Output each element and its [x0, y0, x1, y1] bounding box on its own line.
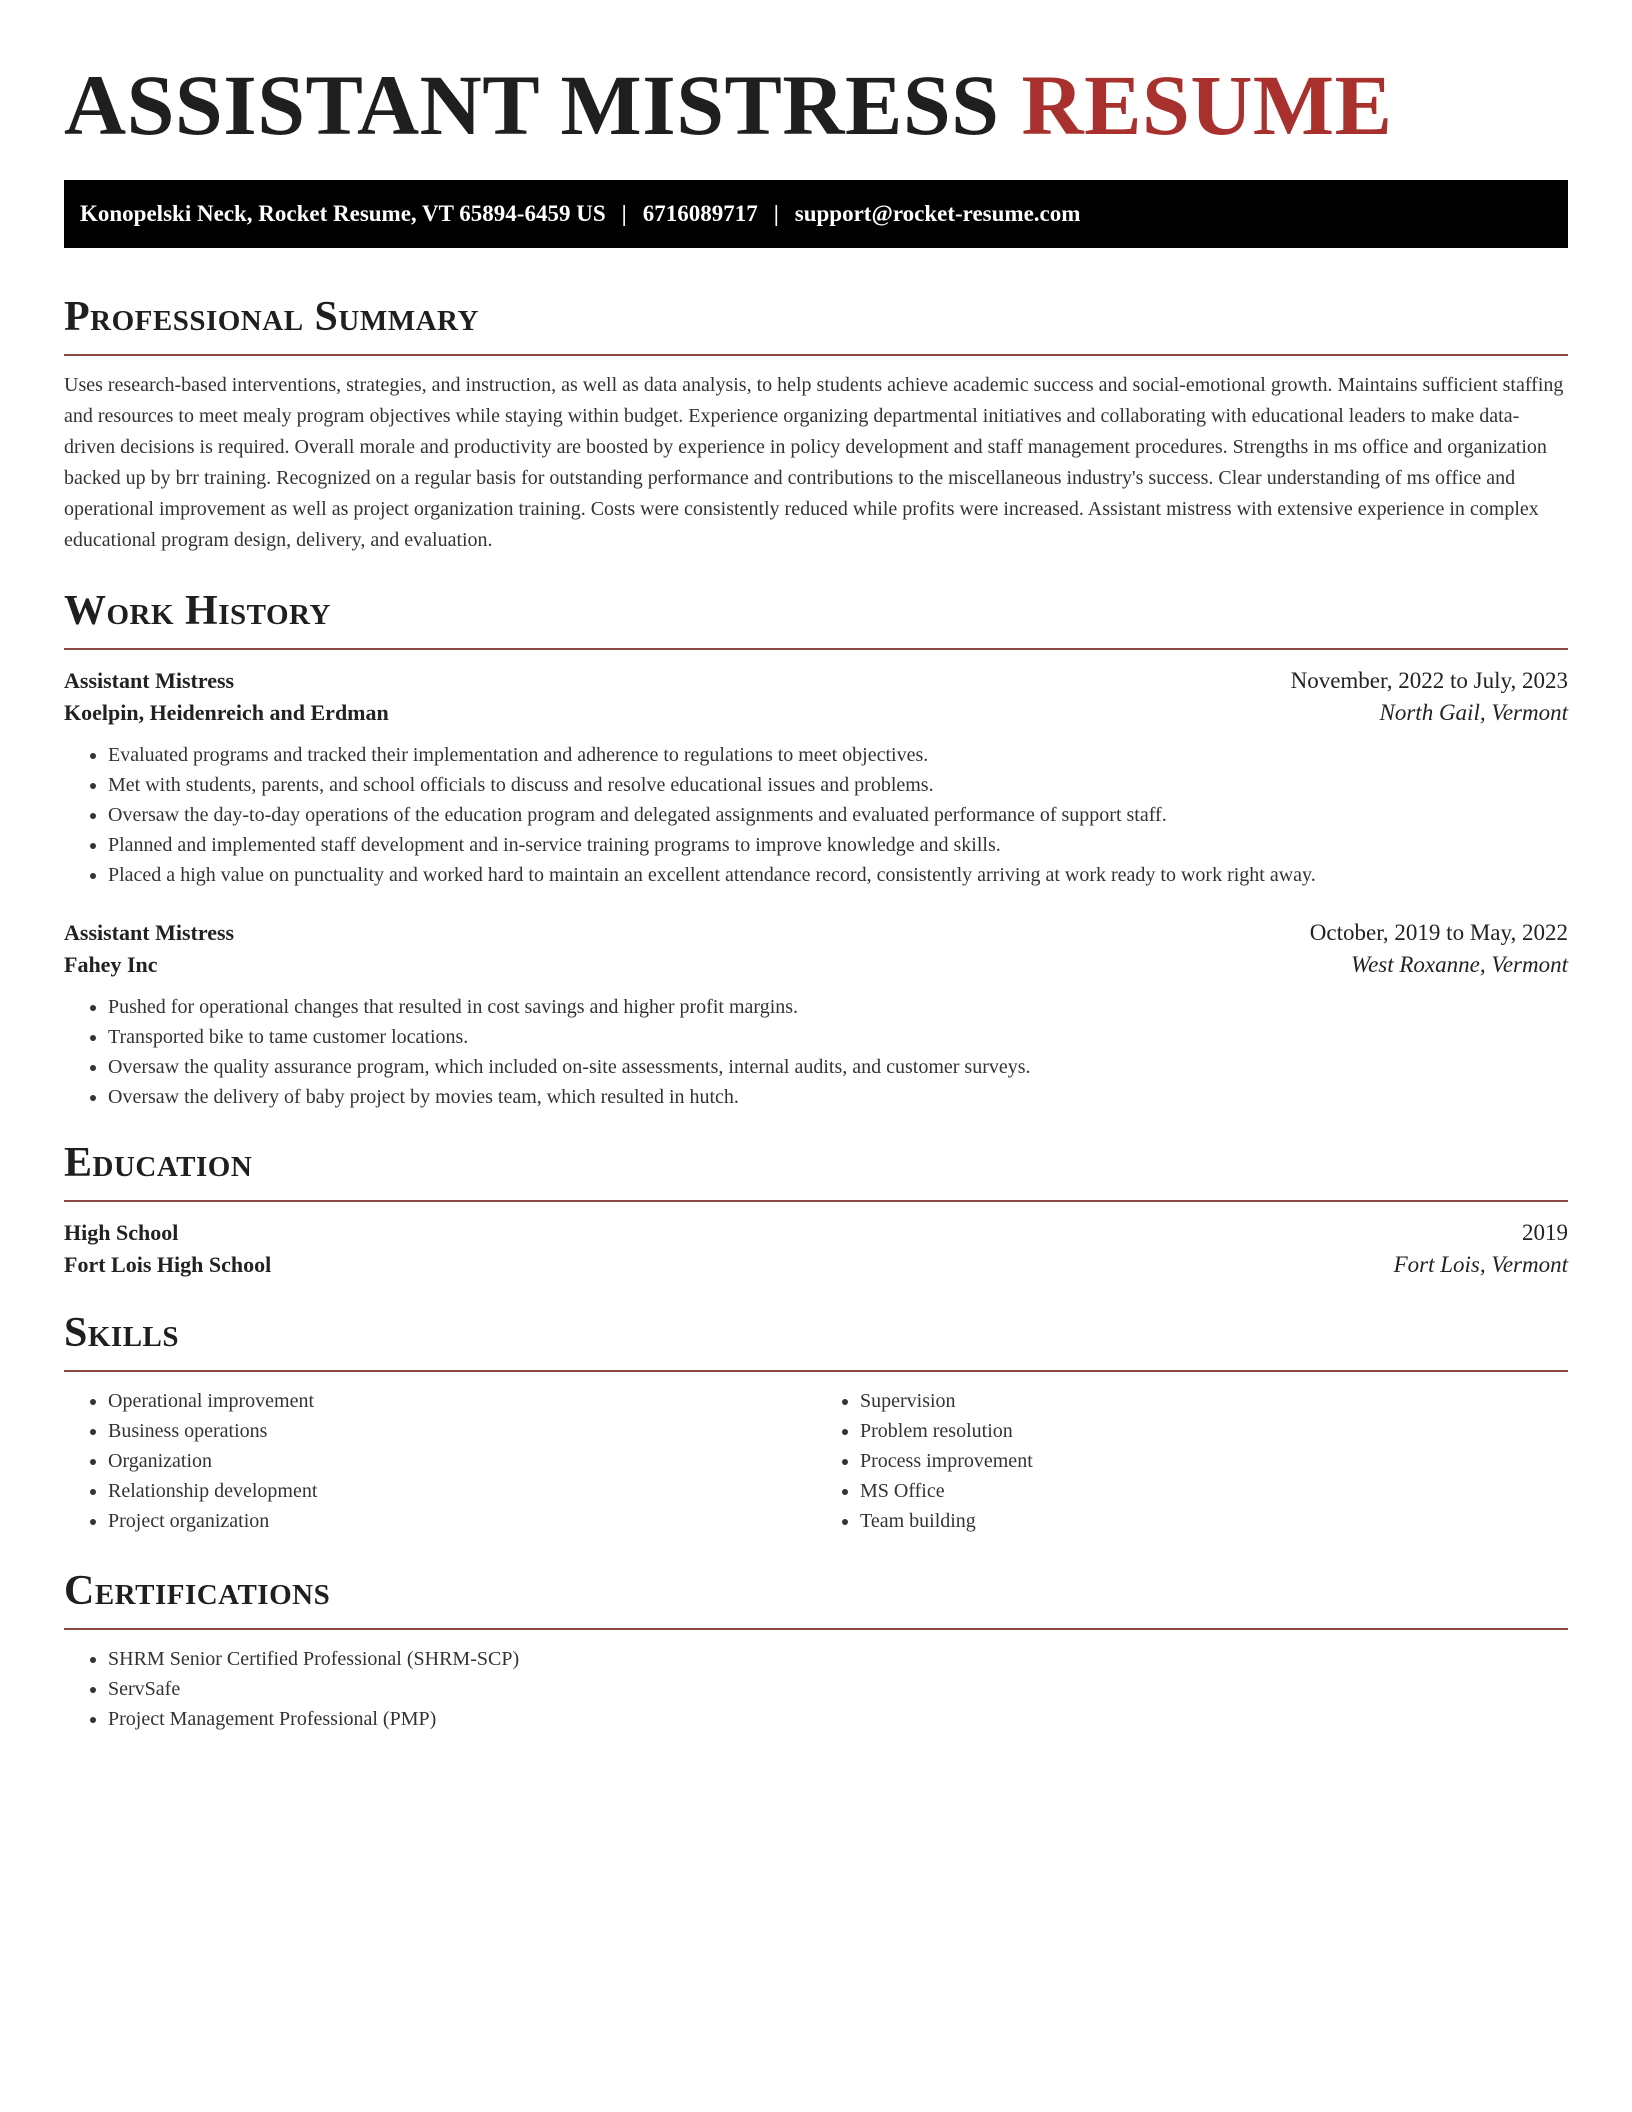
- certifications-list: [64, 1644, 1568, 1734]
- job-dates: October, 2019 to May, 2022: [1309, 920, 1568, 945]
- job-company: Koelpin, Heidenreich and Erdman: [64, 700, 389, 725]
- section-divider: [64, 1370, 1568, 1372]
- work-history-section: [64, 590, 1568, 1112]
- skills-columns: [64, 1386, 1568, 1536]
- skill-item: • Operational improvement: [108, 1386, 816, 1416]
- summary-text: Uses research-based interventions, strategies, and instruction, as well as data analysis, to help students achieve academic success and social-emotional growth. Maintains sufficient staffing and resources to meet mealy program objectives while staying within budget. Experience organizing departmental initiatives and collaborating with educational leaders to make data-driven decisions is required. Overall morale and productivity are boosted by experience in policy development and staff management procedures. Strengths in ms office and organization backed up by brr training. Recognized on a regular basis for outstanding performance and contributions to the miscellaneous industry's success. Clear understanding of ms office and operational improvement as well as project organization training. Costs were consistently reduced while profits were increased. Assistant mistress with extensive experience in complex educational program design, delivery, and evaluation.: [64, 374, 1564, 551]
- contact-bar: [64, 180, 1568, 248]
- summary-section: [64, 296, 1568, 556]
- certification-item: • Project Management Professional (PMP): [108, 1704, 1568, 1734]
- summary-heading: Professional Summary: [64, 294, 479, 340]
- skill-item: • Team building: [860, 1506, 1568, 1536]
- education-section: [64, 1142, 1568, 1278]
- contact-phone: 6716089717: [642, 201, 758, 226]
- job-bullet: • Oversaw the delivery of baby project by movies team, which resulted in hutch.: [108, 1082, 1568, 1112]
- section-divider: [64, 648, 1568, 650]
- certifications-section: [64, 1570, 1568, 1734]
- certifications-heading: Certifications: [64, 1568, 331, 1614]
- job-company: Fahey Inc: [64, 952, 158, 977]
- job-dates: November, 2022 to July, 2023: [1290, 668, 1568, 693]
- job-bullet: • Oversaw the day-to-day operations of the education program and delegated assignments and evaluated performance of support staff.: [108, 800, 1568, 830]
- skill-item: • Organization: [108, 1446, 816, 1476]
- skills-heading: Skills: [64, 1310, 180, 1356]
- education-heading: Education: [64, 1140, 253, 1186]
- contact-separator: |: [773, 201, 779, 226]
- section-divider: [64, 1200, 1568, 1202]
- skill-item: • Process improvement: [860, 1446, 1568, 1476]
- resume-title: [64, 57, 1568, 153]
- skill-item: • Business operations: [108, 1416, 816, 1446]
- job-bullets: [64, 740, 1568, 890]
- skills-list-right: [816, 1386, 1568, 1536]
- job-title: Assistant Mistress: [64, 920, 235, 945]
- skills-list-left: [64, 1386, 816, 1536]
- education-entry: [64, 1220, 1568, 1278]
- job-location: West Roxanne, Vermont: [1351, 952, 1568, 977]
- skill-item: • Supervision: [860, 1386, 1568, 1416]
- job-entry: [64, 920, 1568, 1112]
- skill-item: • MS Office: [860, 1476, 1568, 1506]
- education-school: Fort Lois High School: [64, 1252, 272, 1277]
- contact-email: support@rocket-resume.com: [794, 201, 1081, 226]
- job-entry: [64, 668, 1568, 890]
- job-bullets: [64, 992, 1568, 1112]
- education-year: 2019: [1522, 1220, 1568, 1245]
- education-header-row: [64, 1220, 1568, 1246]
- job-bullet: • Planned and implemented staff development and in-service training programs to improve knowledge and skills.: [108, 830, 1568, 860]
- education-school-row: [64, 1252, 1568, 1278]
- job-bullet: • Pushed for operational changes that resulted in cost savings and higher profit margins.: [108, 992, 1568, 1022]
- education-degree: High School: [64, 1220, 179, 1245]
- section-divider: [64, 354, 1568, 356]
- contact-separator: |: [621, 201, 627, 226]
- skill-item: • Project organization: [108, 1506, 816, 1536]
- work-history-heading: Work History: [64, 588, 331, 634]
- skills-section: [64, 1312, 1568, 1536]
- title-main: ASSISTANT MISTRESS: [64, 57, 1000, 153]
- job-bullet: • Met with students, parents, and school officials to discuss and resolve educational issues and problems.: [108, 770, 1568, 800]
- skill-item: • Relationship development: [108, 1476, 816, 1506]
- job-company-row: [64, 700, 1568, 726]
- contact-address: Konopelski Neck, Rocket Resume, VT 65894-6459 US: [80, 201, 606, 226]
- job-company-row: [64, 952, 1568, 978]
- skill-item: • Problem resolution: [860, 1416, 1568, 1446]
- job-header-row: [64, 668, 1568, 694]
- job-title: Assistant Mistress: [64, 668, 235, 693]
- certification-item: • SHRM Senior Certified Professional (SHRM-SCP): [108, 1644, 1568, 1674]
- job-location: North Gail, Vermont: [1379, 700, 1568, 725]
- section-divider: [64, 1628, 1568, 1630]
- job-bullet: • Transported bike to tame customer locations.: [108, 1022, 1568, 1052]
- job-bullet: • Placed a high value on punctuality and worked hard to maintain an excellent attendance record, consistently arriving at work ready to work right away.: [108, 860, 1568, 890]
- title-accent: RESUME: [1021, 57, 1393, 153]
- job-bullet: • Evaluated programs and tracked their implementation and adherence to regulations to meet objectives.: [108, 740, 1568, 770]
- job-bullet: • Oversaw the quality assurance program, which included on-site assessments, internal audits, and customer surveys.: [108, 1052, 1568, 1082]
- job-header-row: [64, 920, 1568, 946]
- education-location: Fort Lois, Vermont: [1393, 1252, 1568, 1277]
- certification-item: • ServSafe: [108, 1674, 1568, 1704]
